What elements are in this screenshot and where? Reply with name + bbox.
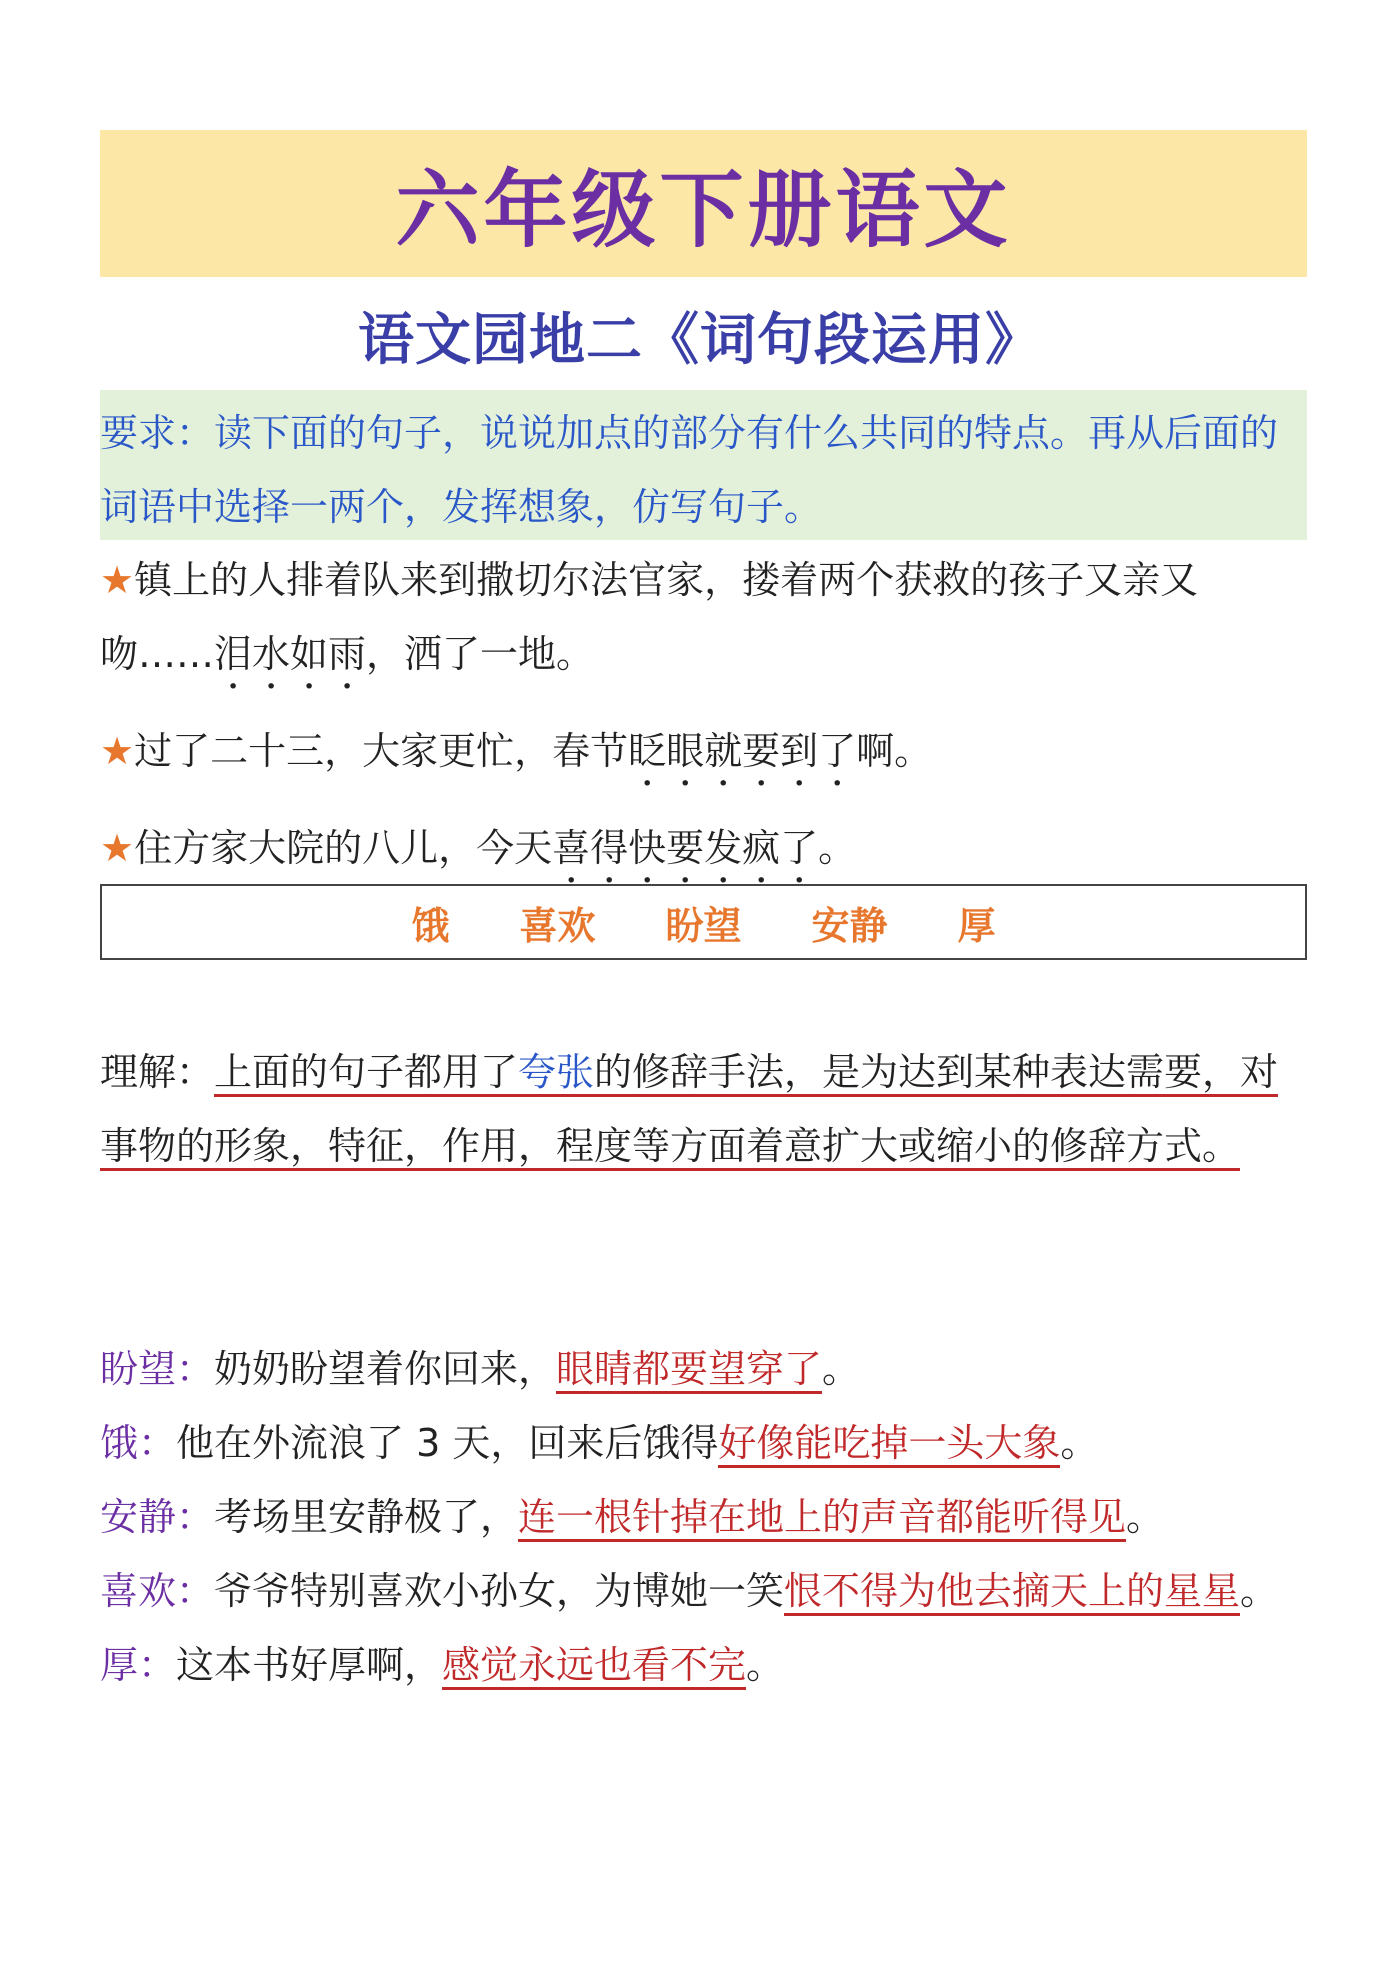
example-label: 安静： <box>100 1495 215 1539</box>
sentence-item <box>100 543 1307 698</box>
title-banner <box>100 130 1307 277</box>
example-end: 。 <box>1060 1421 1099 1465</box>
example-label: 饿： <box>100 1421 177 1465</box>
page-title: 六年级下册语文 <box>395 161 1012 259</box>
understanding-highlight: 夸张 <box>518 1050 594 1097</box>
example-item <box>100 1554 1307 1628</box>
sentence-dotted-phrase: 喜得快要发疯了 <box>552 826 819 870</box>
example-item <box>100 1406 1307 1480</box>
sentence-dotted-phrase: 眨眼就要到了 <box>628 729 857 773</box>
sentence-text: ，洒了一地。 <box>366 632 595 676</box>
example-highlight: 感觉永远也看不完 <box>442 1643 746 1690</box>
star-icon: ★ <box>100 729 135 773</box>
example-end: 。 <box>822 1347 861 1391</box>
understanding-part1: 上面的句子都用了 <box>214 1050 518 1097</box>
imitation-examples <box>100 1332 1307 1702</box>
understanding-text <box>100 1035 1307 1183</box>
example-text: 爷爷特别喜欢小孙女，为博她一笑 <box>214 1569 785 1613</box>
understanding-part2: 的修辞手法，是为达到某种表达需要，对事物的形象，特征，作用，程度等方面着意扩大或缩小的修辞方式。 <box>100 1050 1278 1171</box>
sentence-text: 过了二十三，大家更忙，春节 <box>134 729 629 773</box>
example-label: 盼望： <box>100 1347 215 1391</box>
example-highlight: 连一根针掉在地上的声音都能听得见 <box>518 1495 1126 1542</box>
word-bank-item: 喜欢 <box>519 903 596 948</box>
example-item <box>100 1480 1307 1554</box>
example-highlight: 眼睛都要望穿了 <box>556 1347 822 1394</box>
word-bank-item: 安静 <box>811 903 888 948</box>
example-text: 他在外流浪了 3 天，回来后饿得 <box>176 1421 719 1465</box>
sentence-text: 住方家大院的八儿，今天 <box>134 826 553 870</box>
sentence-item <box>100 811 1307 892</box>
word-bank-item: 饿 <box>411 903 450 948</box>
example-label: 厚： <box>100 1643 177 1687</box>
example-highlight: 恨不得为他去摘天上的星星 <box>784 1569 1240 1616</box>
sentence-item <box>100 714 1307 795</box>
star-icon: ★ <box>100 826 135 870</box>
example-text: 考场里安静极了， <box>214 1495 519 1539</box>
sentence-text: 啊。 <box>856 729 933 773</box>
example-text: 这本书好厚啊， <box>176 1643 443 1687</box>
requirement-text: 要求：读下面的句子，说说加点的部分有什么共同的特点。再从后面的词语中选择一两个，发挥想象，仿写句子。 <box>100 411 1279 529</box>
example-end: 。 <box>746 1643 785 1687</box>
understanding-section <box>100 1035 1307 1183</box>
star-icon: ★ <box>100 558 135 602</box>
word-bank-item: 厚 <box>957 903 996 948</box>
example-item <box>100 1332 1307 1406</box>
word-bank-item: 盼望 <box>665 903 742 948</box>
example-sentences <box>100 543 1307 892</box>
word-bank <box>100 884 1307 960</box>
example-text: 奶奶盼望着你回来， <box>214 1347 557 1391</box>
page-subtitle: 语文园地二《词句段运用》 <box>358 308 1042 373</box>
example-end: 。 <box>1240 1569 1279 1613</box>
sentence-dotted-phrase: 泪水如雨 <box>214 632 367 676</box>
example-end: 。 <box>1126 1495 1165 1539</box>
understanding-label: 理解： <box>100 1050 215 1094</box>
example-label: 喜欢： <box>100 1569 215 1613</box>
sentence-text: 镇上的人排着队来到撒切尔法官家，搂着两个获救的孩子又亲又吻…… <box>100 558 1199 676</box>
example-highlight: 好像能吃掉一头大象 <box>718 1421 1060 1468</box>
requirement-box <box>100 390 1307 540</box>
example-item <box>100 1628 1307 1702</box>
sentence-text: 。 <box>818 826 857 870</box>
